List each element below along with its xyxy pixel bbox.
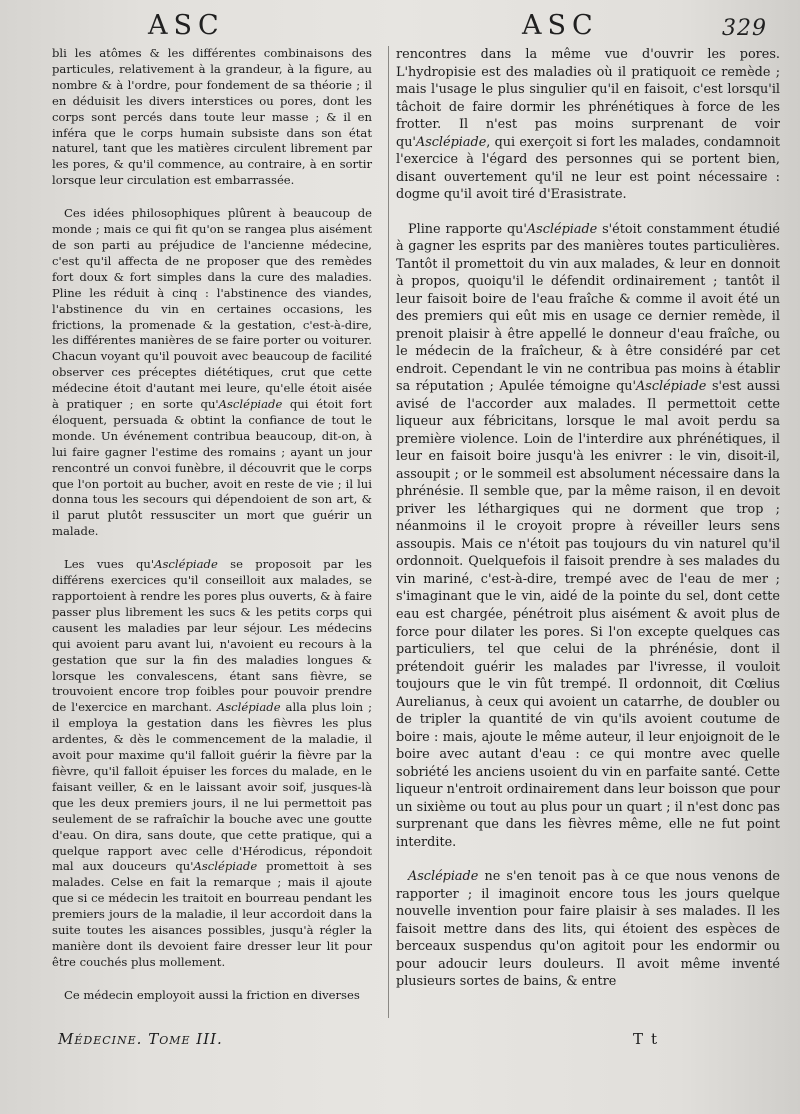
column-divider — [388, 46, 389, 1018]
paragraph: Ce médecin employoit aussi la friction en diverses — [64, 987, 360, 1002]
page-number: 329 — [722, 16, 767, 41]
left-column — [52, 46, 372, 1021]
right-column — [396, 46, 780, 1008]
paragraph: Pline rapporte qu'Asclépiade s'étoit constamment étudié à gagner les esprits par des manières toutes particulières. Tantôt il promettoit du vin aux malades, & leur en donnoit à propos, quoiqu'il le défendit ordinairement ; tantôt il leur faisoit boire de l'eau fraîche & comme il avoit été un des premiers qui eût mis en usage ce dernier remède, il prenoit plaisir à être appellé le donneur d'eau fraîche, ou le médecin de la fraîcheur, & à être considéré par cet endroit. Cependant le vin ne contribua pas moins à établir sa réputation ; Apulée témoigne qu'Asclépiade s'est aussi avisé de l'accorder aux malades. Il permettoit cette liqueur aux fébricitans, lorsque le mal avoit perdu sa première violence. Loin de l'interdire aux phrénétiques, il leur en faisoit boire jusqu'à les enivrer : le vin, disoit-il, assoupit ; or le sommeil est absolument nécessaire dans la phrénésie. Il semble que, par la même raison, il en devoit priver les léthargiques qui ne dorment que trop ; néanmoins il le croyoit propre à réveiller leurs sens assoupis. Mais ce n'étoit pas toujours du vin naturel qu'il ordonnoit. Quelquefois il faisoit prendre à ses malades du vin mariné, c'est-à-dire, trempé avec de l'eau de mer ; s'imaginant que le vin, aidé de la pointe du sel, dont cette eau est chargée, pénétroit plus aisément & avoit plus de force pour dilater les pores. Si l'on excepte quelques cas particuliers, tel que celui de la phrénésie, dont il prétendoit guérir les malades par l'ivresse, il vouloit toujours que le vin fût trempé. Il ordonnoit, dit Cœlius Aurelianus, à ceux qui avoient un catarrhe, de doubler ou de tripler la quantité de vin qu'ils avoient coutume de boire : mais, ajoute le même auteur, il leur enjoignoit de le boire avec autant d'eau : ce qui montre avec quelle sobriété les anciens usoient du vin en parfaite santé. Cette liqueur n'entroit ordinairement dans leur boisson que pour un sixième ou tout au plus pour un quart ; il n'est donc pas surprenant que dans les fièvres même, elle ne fut point interdite. — [396, 221, 781, 850]
running-header-right: ASC — [522, 10, 599, 41]
paragraph: bli les atômes & les différentes combinaisons des particules, relativement à la grandeur, à la figure, au nombre & à l'ordre, pour fondement de sa théorie ; il en déduisit les divers interstices ou pores, dont les corps sont percés dans toute leur masse ; & il en inféra que le corps humain subsiste dans son état naturel, tant que les matières circulent librement par les pores, & qu'il commence, au contraire, à en sortir lorsque leur circulation est embarrassée. — [52, 46, 372, 188]
running-header-left: ASC — [148, 10, 225, 41]
footer-signature: Tt — [633, 1030, 666, 1048]
paragraph: Ces idées philosophiques plûrent à beaucoup de monde ; mais ce qui fit qu'on se rangea plus aisément de son parti au préjudice de l'ancienne médecine, c'est qu'il affecta de ne proposer que des remèdes fort doux & fort simples dans la cure des maladies. Pline les réduit à cinq : l'abstinence des viandes, l'abstinence du vin en certaines occasions, les frictions, la promenade & la gestation, c'est-à-dire, les différentes manières de se faire porter ou voiturer. Chacun voyant qu'il pouvoit avec beaucoup de facilité observer ces préceptes diététiques, crut que cette médecine étoit d'autant mei leure, qu'elle étoit aisée à pratiquer ; en sorte qu'Asclépiade qui étoit fort éloquent, persuada & obtint la confiance de tout le monde. Un événement contribua beaucoup, dit-on, à lui faire gagner l'estime des romains ; ayant un jour rencontré un convoi funèbre, il découvrit que le corps que l'on portoit au bucher, avoit en reste de vie ; il lui donna tous les secours qui dépendoient de son art, & il parut plutôt ressusciter un mort que guérir un malade. — [52, 206, 372, 539]
paragraph: Asclépiade ne s'en tenoit pas à ce que nous venons de rapporter ; il imaginoit encore tous les jours quelque nouvelle invention pour faire plaisir à ses malades. Il les faisoit mettre dans des lits, qui étoient des espèces de berceaux suspendus qu'on agitoit pour les endormir ou pour adoucir leurs douleurs. Il avoit même inventé plusieurs sortes de bains, & entre — [396, 869, 780, 990]
paragraph: Les vues qu'Asclépiade se proposoit par les différens exercices qu'il conseilloit aux malades, se rapportoient à rendre les pores plus ouverts, & à faire passer plus librement les sucs & les petits corps qui causent les maladies par leur séjour. Les médecins qui avoient paru avant lui, n'avoient eu recours à la gestation que sur la fin des maladies longues & lorsque les convalescens, étant sans fièvre, se trouvoient encore trop foibles pour pouvoir prendre de l'exercice en marchant. Asclépiade alla plus loin ; il employa la gestation dans les fièvres les plus ardentes, & dès le commencement de la maladie, il avoit pour maxime qu'il falloit guérir la fièvre par la fièvre, qu'il falloit épuiser les forces du malade, en le faisant veiller, & en le laissant avoir soif, jusques-là que les deux premiers jours, il ne lui permettoit pas seulement de se rafraîchir la bouche avec une goutte d'eau. On dira, sans doute, que cette pratique, qui a quelque rapport avec celle d'Hérodicus, répondoit mal aux douceurs qu'Asclépiade promettoit à ses malades. Celse en fait la remarque ; mais il ajoute que si ce médecin les traitoit en bourreau pendant les premiers jours de la maladie, il leur accordoit dans la suite toutes les aisances possibles, jusqu'à régler la manière dont ils devoient faire dresser leur lit pour être couchés plus mollement. — [52, 557, 372, 969]
paragraph: rencontres dans la même vue d'ouvrir les pores. L'hydropisie est des maladies où il pratiquoit ce remède ; mais l'usage le plus singulier qu'il en faisoit, c'est lorsqu'il tâchoit de faire dormir les phrénétiques à force de les frotter. Il n'est pas moins surprenant de voir qu'Asclépiade, qui exerçoit si fort les malades, condamnoit l'exercice à l'égard des personnes qui se portent bien, disant ouvertement qu'il ne leur est point nécessaire : dogme qu'il avoit tiré d'Erasistrate. — [396, 47, 780, 203]
footer-volume: Médecine. Tome III. — [58, 1030, 223, 1048]
